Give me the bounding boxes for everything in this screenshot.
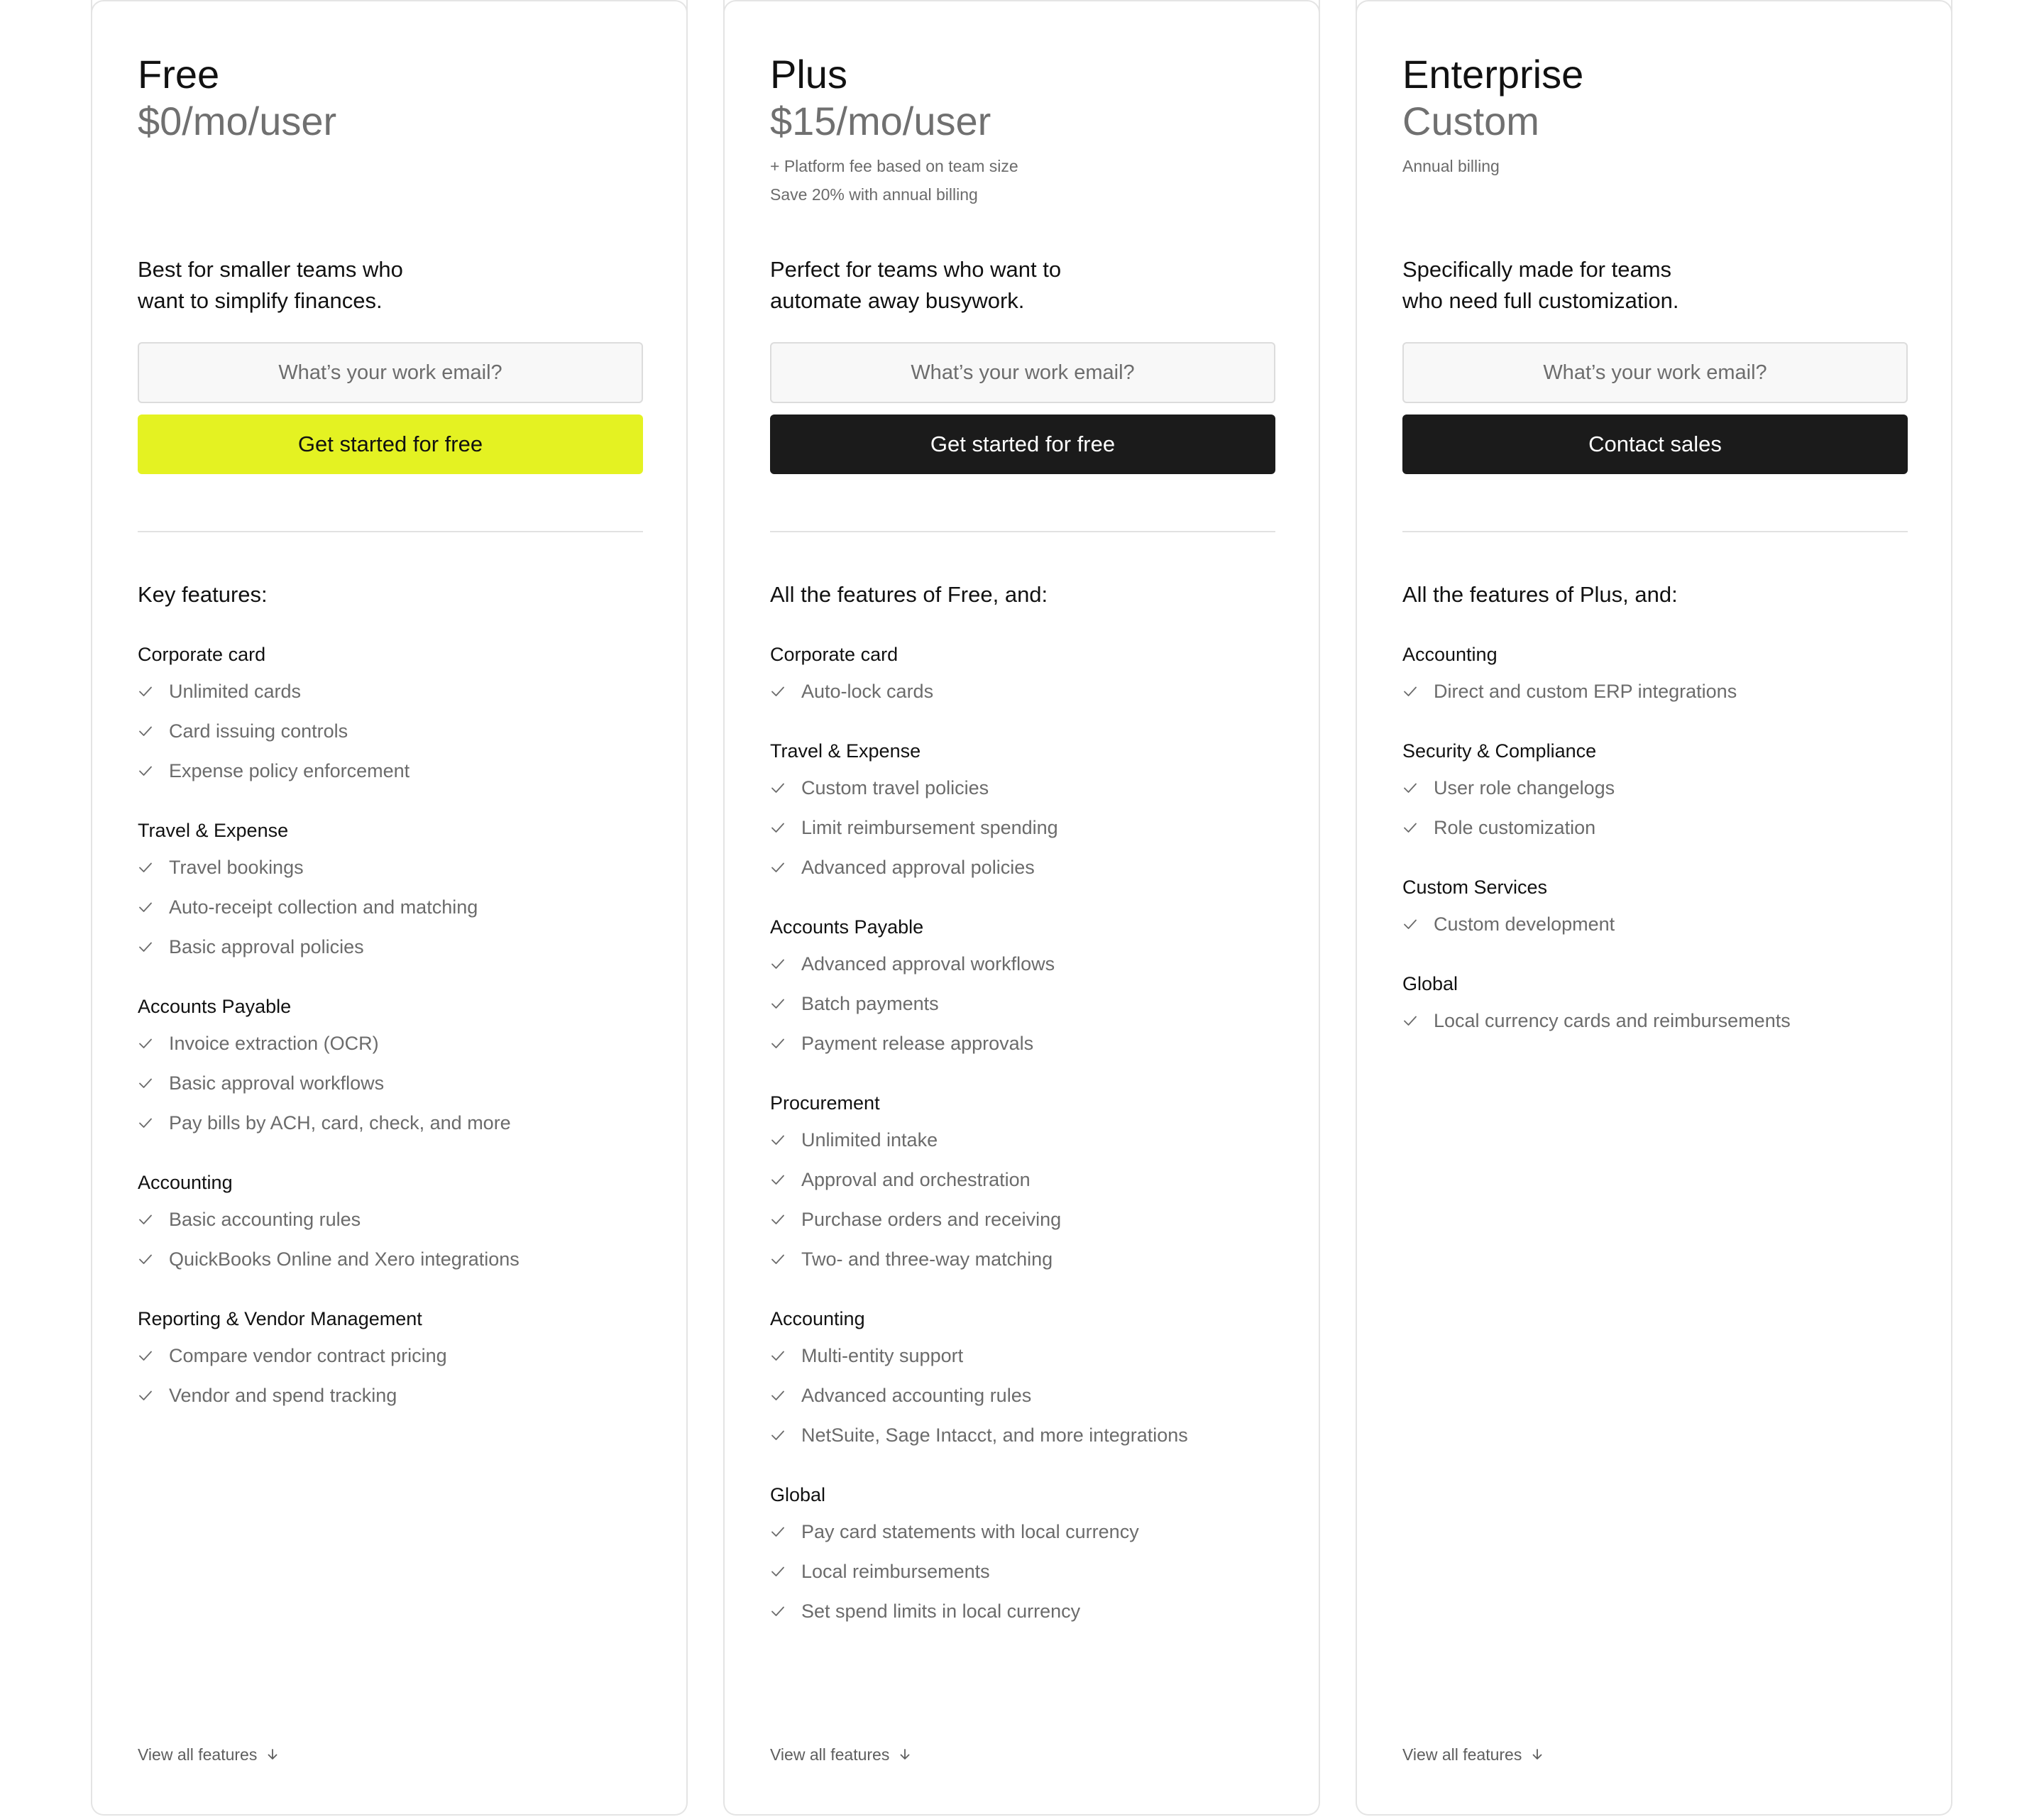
plan-price: $0/mo/user (138, 99, 337, 143)
check-icon (770, 956, 786, 972)
feature-item (770, 944, 1273, 984)
view-all-features-link[interactable] (138, 1740, 280, 1769)
check-icon (770, 1524, 786, 1539)
feature-item (770, 1415, 1273, 1455)
feature-label: Unlimited intake (801, 1129, 938, 1151)
check-icon (770, 996, 786, 1011)
check-icon (1402, 780, 1418, 796)
check-icon (138, 939, 153, 955)
feature-label: Local reimbursements (801, 1560, 990, 1582)
feature-group-title: Global (1402, 973, 1458, 994)
check-icon (138, 1251, 153, 1267)
feature-item (770, 1120, 1273, 1160)
feature-item (138, 1063, 641, 1103)
feature-item (770, 808, 1273, 847)
feature-label: Custom travel policies (801, 776, 989, 798)
feature-label: Invoice extraction (OCR) (169, 1032, 379, 1054)
feature-group-title: Accounts Payable (770, 916, 924, 938)
feature-group (770, 642, 1273, 711)
feature-label: Advanced approval policies (801, 856, 1035, 878)
check-icon (138, 763, 153, 779)
feature-label: Unlimited cards (169, 680, 302, 702)
feature-group (770, 1306, 1273, 1455)
feature-group-title: Corporate card (770, 644, 899, 665)
feature-group (770, 738, 1273, 887)
feature-group-title: Security & Compliance (1402, 740, 1597, 762)
plan-price: Custom (1402, 99, 1539, 143)
feature-label: Card issuing controls (169, 720, 348, 742)
feature-item (770, 671, 1273, 711)
feature-label: Compare vendor contract pricing (169, 1344, 447, 1366)
view-all-features-link[interactable] (770, 1740, 912, 1769)
feature-groups (1402, 642, 1906, 1041)
feature-item (138, 1376, 641, 1415)
check-icon (770, 1603, 786, 1619)
feature-item (1402, 1001, 1906, 1041)
feature-item (770, 1239, 1273, 1279)
feature-item (1402, 671, 1906, 711)
feature-group (138, 642, 641, 791)
get-started-plus-button[interactable]: Get started for free (770, 415, 1275, 474)
plan-name: Free (138, 52, 220, 97)
check-icon (138, 860, 153, 875)
divider (138, 531, 643, 532)
feature-group (1402, 874, 1906, 944)
feature-item (770, 1552, 1273, 1591)
feature-group-title: Corporate card (138, 644, 266, 665)
feature-label: NetSuite, Sage Intacct, and more integrations (801, 1424, 1188, 1446)
feature-group-title: Accounting (1402, 644, 1498, 665)
feature-groups (138, 642, 641, 1415)
feature-label: QuickBooks Online and Xero integrations (169, 1248, 520, 1270)
feature-label: Limit reimbursement spending (801, 816, 1058, 838)
feature-group-title: Accounting (770, 1308, 865, 1329)
feature-item (770, 847, 1273, 887)
price-notes (1402, 152, 1906, 219)
feature-label: Two- and three-way matching (801, 1248, 1053, 1270)
feature-label: User role changelogs (1434, 776, 1615, 798)
work-email-input[interactable] (770, 342, 1275, 403)
check-icon (138, 899, 153, 915)
feature-group-title: Procurement (770, 1092, 880, 1114)
plan-name: Plus (770, 52, 847, 97)
feature-groups (770, 642, 1273, 1631)
feature-item (138, 1023, 641, 1063)
features-intro: Key features: (138, 582, 268, 607)
feature-item (138, 671, 641, 711)
check-icon (138, 1075, 153, 1091)
feature-item (770, 1200, 1273, 1239)
view-all-features-link[interactable] (1402, 1740, 1544, 1769)
check-icon (770, 1427, 786, 1443)
view-all-label: View all features (770, 1745, 890, 1764)
feature-group-title: Accounting (138, 1172, 233, 1193)
feature-label: Advanced approval workflows (801, 953, 1055, 975)
plan-name: Enterprise (1402, 52, 1584, 97)
feature-item (1402, 904, 1906, 944)
feature-label: Direct and custom ERP integrations (1434, 680, 1737, 702)
feature-item (770, 768, 1273, 808)
feature-item (138, 1239, 641, 1279)
price-note: + Platform fee based on team size (770, 157, 1018, 175)
feature-label: Travel bookings (169, 856, 304, 878)
feature-item (138, 751, 641, 791)
check-icon (1402, 820, 1418, 835)
check-icon (770, 1388, 786, 1403)
feature-item (770, 1160, 1273, 1200)
feature-item (770, 1591, 1273, 1631)
plan-card-enterprise (1356, 0, 1952, 1816)
feature-item (138, 1336, 641, 1376)
check-icon (770, 860, 786, 875)
feature-item (770, 1023, 1273, 1063)
divider (1402, 531, 1908, 532)
feature-label: Local currency cards and reimbursements (1434, 1009, 1791, 1031)
check-icon (770, 1036, 786, 1051)
check-icon (1402, 684, 1418, 699)
price-note: Annual billing (1402, 157, 1500, 175)
feature-label: Basic approval policies (169, 935, 364, 957)
feature-label: Set spend limits in local currency (801, 1600, 1081, 1622)
feature-group (138, 1170, 641, 1279)
feature-label: Vendor and spend tracking (169, 1384, 397, 1406)
feature-item (1402, 808, 1906, 847)
check-icon (770, 1348, 786, 1363)
check-icon (770, 820, 786, 835)
feature-item (1402, 768, 1906, 808)
arrow-down-icon (898, 1747, 912, 1762)
feature-item (138, 1200, 641, 1239)
features-intro: All the features of Plus, and: (1402, 582, 1678, 607)
feature-group (1402, 642, 1906, 711)
feature-group-title: Custom Services (1402, 877, 1548, 898)
view-all-label: View all features (1402, 1745, 1522, 1764)
feature-group (770, 914, 1273, 1063)
feature-group (138, 1306, 641, 1415)
feature-label: Multi-entity support (801, 1344, 964, 1366)
plan-description: Best for smaller teams who want to simplify finances. (138, 257, 403, 313)
get-started-free-button[interactable]: Get started for free (138, 415, 643, 474)
feature-group-title: Travel & Expense (770, 740, 921, 762)
price-note: Save 20% with annual billing (770, 185, 978, 204)
check-icon (138, 723, 153, 739)
feature-label: Advanced accounting rules (801, 1384, 1032, 1406)
feature-group-title: Accounts Payable (138, 996, 292, 1017)
feature-label: Auto-lock cards (801, 680, 934, 702)
arrow-down-icon (1530, 1747, 1544, 1762)
check-icon (770, 684, 786, 699)
feature-label: Basic approval workflows (169, 1072, 385, 1094)
arrow-down-icon (265, 1747, 280, 1762)
check-icon (770, 780, 786, 796)
feature-item (138, 927, 641, 967)
feature-group-title: Reporting & Vendor Management (138, 1308, 422, 1329)
price-notes (770, 152, 1273, 219)
feature-group-title: Travel & Expense (138, 820, 289, 841)
feature-label: Batch payments (801, 992, 939, 1014)
work-email-input[interactable] (138, 342, 643, 403)
view-all-label: View all features (138, 1745, 258, 1764)
feature-group-title: Global (770, 1484, 826, 1505)
feature-label: Auto-receipt collection and matching (169, 896, 478, 918)
price-notes (138, 152, 641, 219)
plan-card-free (91, 0, 688, 1816)
feature-group (1402, 971, 1906, 1041)
check-icon (138, 1388, 153, 1403)
feature-label: Approval and orchestration (801, 1168, 1031, 1190)
check-icon (770, 1251, 786, 1267)
check-icon (1402, 1013, 1418, 1028)
plan-description: Perfect for teams who want to automate away busywork. (770, 257, 1062, 313)
feature-item (770, 984, 1273, 1023)
check-icon (138, 1212, 153, 1227)
check-icon (138, 1036, 153, 1051)
feature-group (770, 1482, 1273, 1631)
feature-label: Expense policy enforcement (169, 759, 410, 781)
work-email-input[interactable] (1402, 342, 1908, 403)
check-icon (138, 1115, 153, 1131)
feature-item (770, 1512, 1273, 1552)
plan-price: $15/mo/user (770, 99, 991, 143)
feature-group (770, 1090, 1273, 1279)
plan-card-plus (723, 0, 1320, 1816)
feature-label: Pay card statements with local currency (801, 1520, 1139, 1542)
check-icon (770, 1172, 786, 1187)
check-icon (1402, 916, 1418, 932)
feature-label: Custom development (1434, 913, 1615, 935)
check-icon (770, 1564, 786, 1579)
feature-item (138, 847, 641, 887)
feature-item (138, 1103, 641, 1143)
feature-item (770, 1376, 1273, 1415)
feature-label: Purchase orders and receiving (801, 1208, 1062, 1230)
check-icon (770, 1132, 786, 1148)
check-icon (770, 1212, 786, 1227)
features-intro: All the features of Free, and: (770, 582, 1048, 607)
check-icon (138, 1348, 153, 1363)
contact-sales-button[interactable]: Contact sales (1402, 415, 1908, 474)
divider (770, 531, 1275, 532)
feature-group (138, 994, 641, 1143)
feature-item (770, 1336, 1273, 1376)
check-icon (138, 684, 153, 699)
feature-label: Role customization (1434, 816, 1596, 838)
plan-description: Specifically made for teams who need full customization. (1402, 257, 1679, 313)
feature-group (1402, 738, 1906, 847)
feature-item (138, 711, 641, 751)
pricing-cards (91, 0, 1952, 1817)
feature-label: Pay bills by ACH, card, check, and more (169, 1111, 511, 1133)
feature-item (138, 887, 641, 927)
feature-label: Basic accounting rules (169, 1208, 361, 1230)
feature-label: Payment release approvals (801, 1032, 1034, 1054)
feature-group (138, 818, 641, 967)
